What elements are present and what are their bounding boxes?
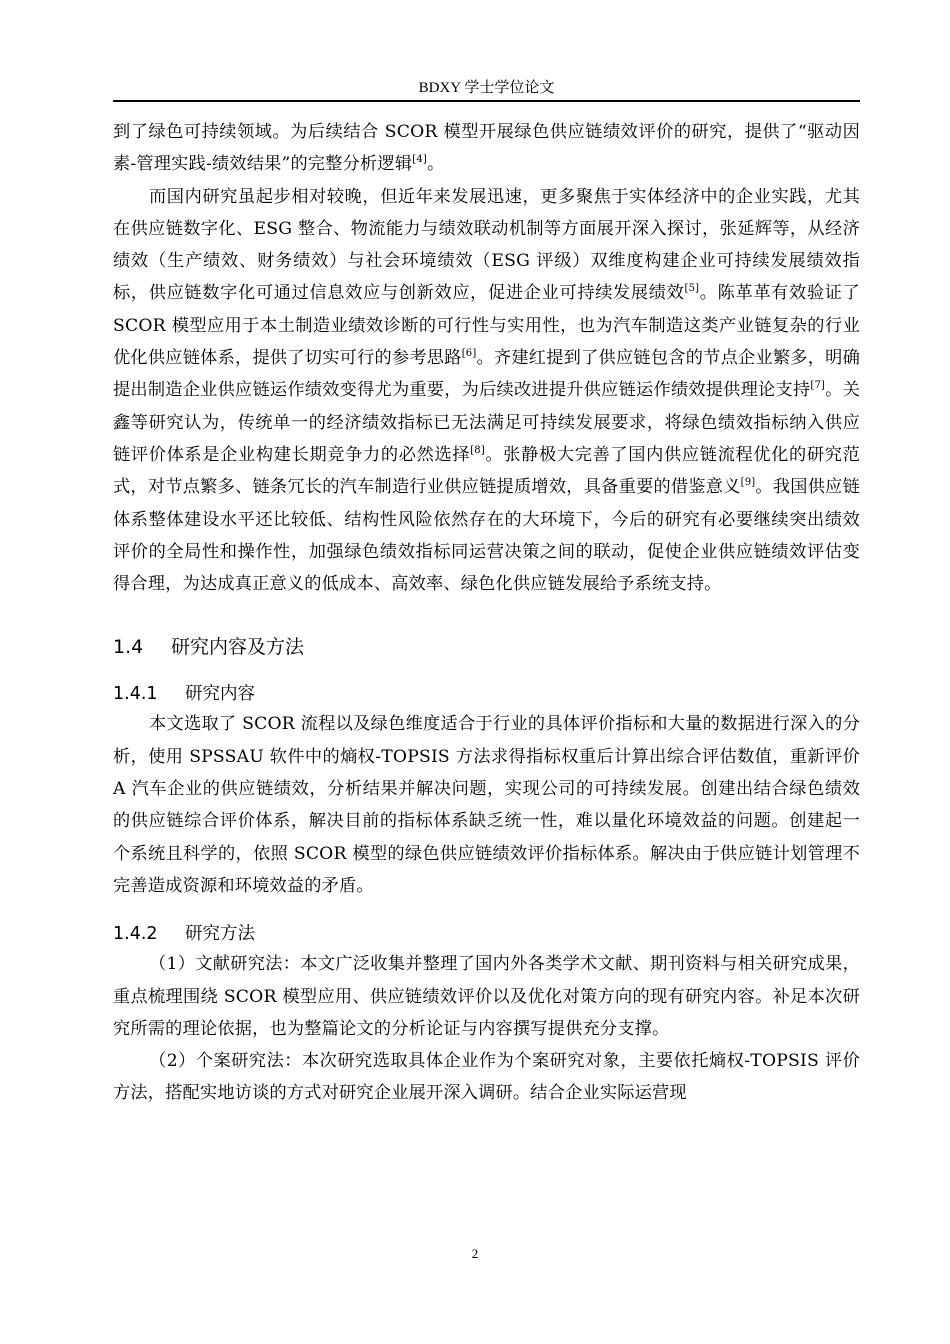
paragraph-method-case-study: （2）个案研究法：本次研究选取具体企业作为个案研究对象，主要依托熵权-TOPSIS 评价方法，搭配实地访谈的方式对研究企业展开深入调研。结合企业实际运营现: [113, 1051, 860, 1104]
citation-ref: [4]: [412, 154, 427, 166]
paragraph-text: 。陈革革有效验证了 SCOR 模型应用于本土制造业绩效诊断的可行性与实用性，也为汽车制造这类产业链复杂的行业优化供应链体系，提供了切实可行的参考思路: [113, 283, 860, 369]
subsection-heading: [113, 920, 860, 948]
citation-ref: [5]: [684, 283, 700, 295]
page-body: [113, 116, 860, 1110]
paragraph-text: 。: [426, 154, 445, 175]
subsection-title: 研究内容: [185, 684, 255, 705]
citation-ref: [8]: [470, 444, 485, 456]
citation-ref: [9]: [740, 477, 756, 489]
paragraph-text: 而国内研究虽起步相对较晚，但近年来发展迅速，更多聚焦于实体经济中的企业实践，尤其在供应链数字化、ESG 整合、物流能力与绩效联动机制等方面展开深入探讨，张延辉等，从经济绩效（生产绩效、财务绩效）与社会环境绩效（ESG 评级）双维度构建企业可持续发展绩效指标，供应链数字化可通过信息效应与创新效应，促进企业可持续发展绩效: [113, 186, 860, 304]
paragraph-domestic-research: [113, 181, 860, 601]
paragraph-text: 。关鑫等研究认为，传统单一的经济绩效指标已无法满足可持续发展要求，将绿色绩效指标纳入供应链评价体系是企业构建长期竞争力的必然选择: [113, 380, 860, 465]
subsection-number: 1.4.2: [113, 924, 158, 945]
subsection-heading: [113, 680, 860, 708]
paragraph-text: 。我国供应链体系整体建设水平还比较低、结构性风险依然存在的大环境下，今后的研究有必要继续突出绩效评价的全局性和操作性，加强绿色绩效指标同运营决策之间的联动，促使企业供应链绩效评估变得合理，为达成真正意义的低成本、高效率、绿色化供应链发展给予系统支持。: [113, 477, 860, 595]
citation-ref: [6]: [461, 348, 477, 360]
paragraph-research-content: 本文选取了 SCOR 流程以及绿色维度适合于行业的具体评价指标和大量的数据进行深入的分析，使用 SPSSAU 软件中的熵权-TOPSIS 方法求得指标权重后计算出综合评估数值，重新评价 A 汽车企业的供应链绩效，分析结果并解决问题，实现公司的可持续发展。创建出结合绿色绩效的供应链综合评价体系，解决目前的指标体系缺乏统一性，难以量化环境效益的问题。创建起一个系统且科学的，依照 SCOR 模型的绿色供应链绩效评价指标体系。解决由于供应链计划管理不完善造成资源和环境效益的矛盾。: [113, 714, 860, 896]
paragraph-text: 。齐建红提到了供应链包含的节点企业繁多，明确提出制造企业供应链运作绩效变得尤为重要，为后续改进提升供应链运作绩效提供理论支持: [113, 348, 860, 401]
section-heading: [113, 632, 860, 662]
paragraph-method-literature: （1）文献研究法：本文广泛收集并整理了国内外各类学术文献、期刊资料与相关研究成果，重点梳理围绕 SCOR 模型应用、供应链绩效评价以及优化对策方向的现有研究内容。补足本次研究所需的理论依据，也为整篇论文的分析论证与内容撰写提供充分支撑。: [113, 954, 860, 1039]
subsection-number: 1.4.1: [113, 684, 158, 705]
subsection-title: 研究方法: [185, 924, 255, 945]
page-number: 2: [471, 1246, 479, 1261]
citation-ref: [7]: [810, 380, 826, 392]
paragraph-continued: [113, 116, 860, 181]
header-rule: [113, 100, 860, 102]
paragraph-text: 。张静极大完善了国内供应链流程优化的研究范式，对节点繁多、链条冗长的汽车制造行业供应链提质增效，具备重要的借鉴意义: [113, 444, 860, 498]
running-header: BDXY 学士学位论文: [418, 80, 555, 96]
section-title: 研究内容及方法: [171, 636, 305, 659]
section-number: 1.4: [113, 636, 144, 659]
paragraph-text: 到了绿色可持续领域。为后续结合 SCOR 模型开展绿色供应链绩效评价的研究，提供了“驱动因素-管理实践-绩效结果”的完整分析逻辑: [113, 122, 860, 175]
